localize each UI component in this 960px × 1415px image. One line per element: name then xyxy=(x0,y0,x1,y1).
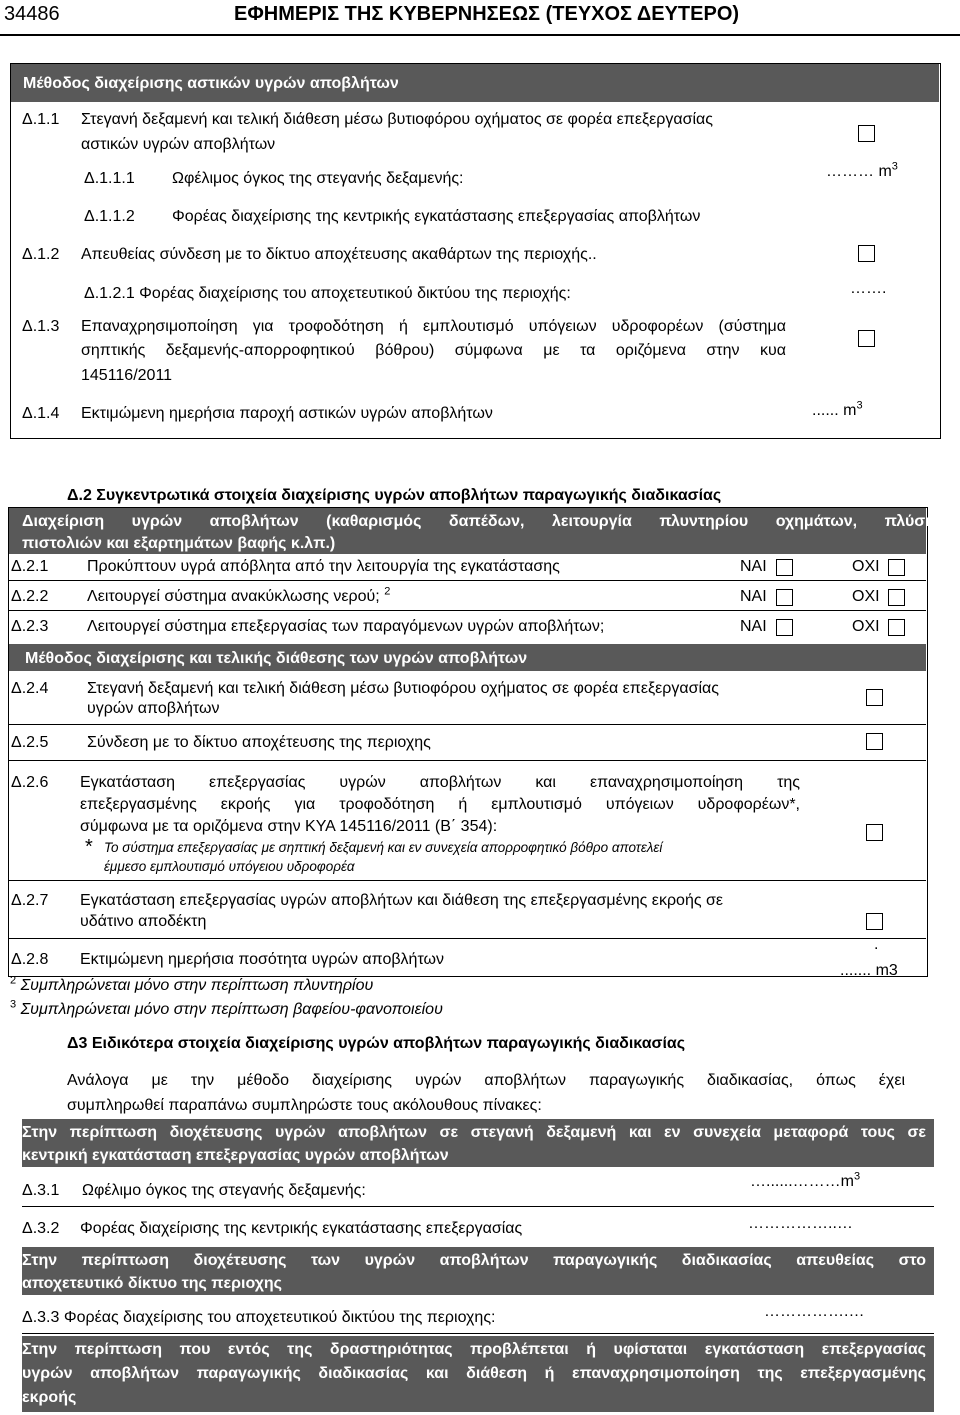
d25-text: Σύνδεση με το δίκτυο αποχέτευσης της περιοχης xyxy=(87,734,431,751)
d22-yes-label: ΝΑΙ xyxy=(740,588,767,605)
d23-yes-checkbox[interactable] xyxy=(776,619,793,636)
section3-bar-3-line3: εκροής xyxy=(22,1389,77,1406)
d13-text-line3: 145116/2011 xyxy=(81,367,173,384)
section3-intro-line2: συμπληρωθεί παραπάνω συμπληρώστε τους ακόλουθους πίνακες: xyxy=(67,1097,542,1114)
d22-no-label: ΟΧΙ xyxy=(852,588,880,605)
d26-text-line2: επεξεργασμένης εκροής για τροφοδότηση ή εμπλουτισμό υπόγειων υδροφορέων*, xyxy=(80,796,800,813)
d28-code: Δ.2.8 xyxy=(11,951,49,968)
d21-yes-checkbox[interactable] xyxy=(776,559,793,576)
d31-value[interactable] xyxy=(750,1170,861,1191)
d23-no-checkbox[interactable] xyxy=(888,619,905,636)
d22-no-checkbox[interactable] xyxy=(888,589,905,606)
row-divider xyxy=(22,1333,934,1334)
d27-text-line2: υδάτινο αποδέκτη xyxy=(80,913,207,930)
section3-bar-2-line1: Στην περίπτωση διοχέτευσης των υγρών αποβλήτων παραγωγικής διαδικασίας απευθείας στο xyxy=(22,1252,926,1269)
footnote-3-text: Συμπληρώνεται μόνο στην περίπτωση βαφείου-φανοποιείου xyxy=(20,1001,443,1018)
d31-text: Ωφέλιμο όγκος της στεγανής δεξαμενής: xyxy=(82,1182,366,1199)
d14-text: Εκτιμώμενη ημερήσια παροχή αστικών υγρών αποβλήτων xyxy=(81,405,493,422)
d25-code: Δ.2.5 xyxy=(11,734,49,751)
footnote-3 xyxy=(10,998,443,1019)
footnote-2 xyxy=(10,974,374,995)
d31-value-sup: 3 xyxy=(854,1170,861,1183)
d26-text-line1: Εγκατάσταση επεξεργασίας υγρών αποβλήτων και επαναχρησιμοποίηση της xyxy=(80,774,800,791)
d28-value[interactable]: ....... m3 xyxy=(840,962,898,979)
section3-bar-3-line2: υγρών αποβλήτων παραγωγικής διαδικασίας και διάθεση ή επαναχρησιμοποίηση της επεξεργασμένης xyxy=(22,1365,926,1382)
section3-intro-line1: Ανάλογα με την μέθοδο διαχείρισης υγρών αποβλήτων παραγωγικής διαδικασίας, όπως έχει xyxy=(67,1072,905,1089)
d11-text-line1: Στεγανή δεξαμενή και τελική διάθεση μέσω βυτιοφόρου οχήματος σε φορέα επεξεργασίας xyxy=(81,111,713,128)
row-divider xyxy=(9,724,926,725)
page-number: 34486 xyxy=(4,3,60,25)
d24-text-line2: υγρών αποβλήτων xyxy=(87,700,220,717)
section2-bar-line1: Διαχείριση υγρών αποβλήτων (καθαρισμός δαπέδων, λειτουργία πλυντηρίου οχημάτων, πλύση xyxy=(22,513,935,530)
page-title: ΕΦΗΜΕΡΙΣ ΤΗΣ ΚΥΒΕΡΝΗΣΕΩΣ (ΤΕΥΧΟΣ ΔΕΥΤΕΡΟ) xyxy=(234,3,740,25)
d13-checkbox[interactable] xyxy=(858,330,875,347)
row-divider xyxy=(9,760,926,761)
d21-no-checkbox[interactable] xyxy=(888,559,905,576)
d28-dot: . xyxy=(874,936,879,953)
d33-text: Δ.3.3 Φορέας διαχείρισης του αποχετευτικού δικτύου της περιοχης: xyxy=(22,1309,496,1326)
d25-checkbox[interactable] xyxy=(866,733,883,750)
d13-text-line2: σηπτικής δεξαμενής-απορροφητικού βόθρου) σύμφωνα με τα οριζόμενα στην κυα xyxy=(81,342,786,359)
row-divider xyxy=(9,880,926,881)
section3-bar-3-line1: Στην περίπτωση που εντός της δραστηριότητας προβλέπεται ή υφίσταται εγκατάσταση επεξεργασίας xyxy=(22,1341,926,1358)
d27-text-line1: Εγκατάσταση επεξεργασίας υγρών αποβλήτων και διάθεση της επεξεργασμένης εκροής σε xyxy=(80,892,723,909)
d23-no-label: ΟΧΙ xyxy=(852,618,880,635)
d121-value[interactable]: ……. xyxy=(850,280,887,297)
d111-code: Δ.1.1.1 xyxy=(84,170,135,187)
footnote-3-mark: 3 xyxy=(10,998,17,1011)
d11-code: Δ.1.1 xyxy=(22,111,60,128)
d28-text: Εκτιμώμενη ημερήσια ποσότητα υγρών αποβλήτων xyxy=(80,951,445,968)
d24-code: Δ.2.4 xyxy=(11,680,49,697)
d12-text: Απευθείας σύνδεση με το δίκτυο αποχέτευσης ακαθάρτων της περιοχής.. xyxy=(81,246,597,263)
section3-bar-2-line2: αποχετευτικό δίκτυο της περιοχης xyxy=(22,1275,282,1292)
d32-value[interactable]: ……………..… xyxy=(748,1215,853,1232)
d111-value-sup: 3 xyxy=(891,160,898,173)
section3-bar-1 xyxy=(22,1119,934,1167)
d21-no-label: ΟΧΙ xyxy=(852,558,880,575)
d26-code: Δ.2.6 xyxy=(11,774,49,791)
d12-code: Δ.1.2 xyxy=(22,246,60,263)
row-divider xyxy=(22,1206,934,1207)
d21-yes-label: ΝΑΙ xyxy=(740,558,767,575)
d23-code: Δ.2.3 xyxy=(11,618,49,635)
d14-value[interactable] xyxy=(812,399,863,420)
d22-text-main: Λειτουργεί σύστημα ανακύκλωσης νερού; xyxy=(87,588,380,605)
section2-bar-line2: πιστολιών και εξαρτημάτων βαφής κ.λπ.) xyxy=(22,535,336,552)
section2-title: Δ.2 Συγκεντρωτικά στοιχεία διαχείρισης υγρών αποβλήτων παραγωγικής διαδικασίας xyxy=(67,487,722,504)
d22-footnote-ref: 2 xyxy=(384,585,391,598)
d22-yes-checkbox[interactable] xyxy=(776,589,793,606)
section3-title: Δ3 Ειδικότερα στοιχεία διαχείρισης υγρών αποβλήτων παραγωγικής διαδικασίας xyxy=(67,1035,686,1052)
d112-text: Φορέας διαχείρισης της κεντρικής εγκατάστασης επεξεργασίας αποβλήτων xyxy=(172,208,701,225)
d111-text: Ωφέλιμος όγκος της στεγανής δεξαμενής: xyxy=(172,170,464,187)
d22-code: Δ.2.2 xyxy=(11,588,49,605)
section3-bar-3 xyxy=(22,1336,934,1412)
d121-text: Δ.1.2.1 Φορέας διαχείρισης του αποχετευτικού δικτύου της περιοχής: xyxy=(84,285,571,302)
section3-bar-1-line1: Στην περίπτωση διοχέτευσης υγρών αποβλήτων σε στεγανή δεξαμενή και εν συνεχεία μεταφορά τους σε xyxy=(22,1124,926,1141)
section1-title-bar xyxy=(11,64,939,102)
d14-value-text: ...... m xyxy=(812,402,857,419)
d22-text xyxy=(87,585,391,606)
d32-code: Δ.3.2 xyxy=(22,1220,60,1237)
d24-text-line1: Στεγανή δεξαμενή και τελική διάθεση μέσω βυτιοφόρου οχήματος σε φορέα επεξεργασίας xyxy=(87,680,719,697)
d23-text: Λειτουργεί σύστημα επεξεργασίας των παραγόμενων υγρών αποβλήτων; xyxy=(87,618,605,635)
footnote-2-text: Συμπληρώνεται μόνο στην περίπτωση πλυντηρίου xyxy=(20,977,374,994)
d13-code: Δ.1.3 xyxy=(22,318,60,335)
d21-text: Προκύπτουν υγρά απόβλητα από την λειτουργία της εγκατάστασης xyxy=(87,558,560,575)
footnote-2-mark: 2 xyxy=(10,974,17,987)
d23-yes-label: ΝΑΙ xyxy=(740,618,767,635)
d27-code: Δ.2.7 xyxy=(11,892,49,909)
d26-text-line3: σύμφωνα με τα οριζόμενα στην ΚΥΑ 145116/2011 (Β΄ 354): xyxy=(80,818,498,835)
d21-code: Δ.2.1 xyxy=(11,558,49,575)
d26-note-line1: Το σύστημα επεξεργασίας με σηπτική δεξαμενή και εν συνεχεία απορροφητικό βόθρο αποτελεί xyxy=(104,840,663,855)
row-divider xyxy=(9,580,926,581)
d32-text: Φορέας διαχείρισης της κεντρικής εγκατάστασης επεξεργασίας xyxy=(80,1220,523,1237)
section3-bar-2 xyxy=(22,1247,934,1295)
section2-method-bar xyxy=(9,644,926,671)
d24-checkbox[interactable] xyxy=(866,689,883,706)
d31-code: Δ.3.1 xyxy=(22,1182,60,1199)
d12-checkbox[interactable] xyxy=(858,245,875,262)
d31-value-text: …......………m xyxy=(750,1173,854,1190)
section3-bar-1-line2: κεντρική εγκατάσταση επεξεργασίας υγρών αποβλήτων xyxy=(22,1147,449,1164)
d26-note-line2: έμμεσο εμπλουτισμό υπόγειου υδροφορέα xyxy=(104,859,355,874)
d11-text-line2: αστικών υγρών αποβλήτων xyxy=(81,136,276,153)
d111-value[interactable] xyxy=(826,160,898,181)
d112-code: Δ.1.1.2 xyxy=(84,208,135,225)
d14-code: Δ.1.4 xyxy=(22,405,60,422)
d11-checkbox[interactable] xyxy=(858,125,875,142)
section2-bar xyxy=(9,508,935,554)
d13-text-line1: Επαναχρησιμοποίηση για τροφοδότηση ή εμπλουτισμό υπόγειων υδροφορέων (σύστημα xyxy=(81,318,786,335)
section1-title: Μέθοδος διαχείρισης αστικών υγρών αποβλήτων xyxy=(23,75,399,92)
d26-note-star: * xyxy=(85,836,93,858)
header-rule xyxy=(0,34,960,36)
d33-value[interactable]: …………….… xyxy=(764,1303,865,1320)
section2-method-title: Μέθοδος διαχείρισης και τελικής διάθεσης των υγρών αποβλήτων xyxy=(25,650,528,667)
d26-checkbox[interactable] xyxy=(866,824,883,841)
row-divider xyxy=(9,938,926,939)
d14-value-sup: 3 xyxy=(856,399,863,412)
row-divider xyxy=(9,610,926,611)
d111-value-text: ……… m xyxy=(826,163,892,180)
d27-checkbox[interactable] xyxy=(866,913,883,930)
